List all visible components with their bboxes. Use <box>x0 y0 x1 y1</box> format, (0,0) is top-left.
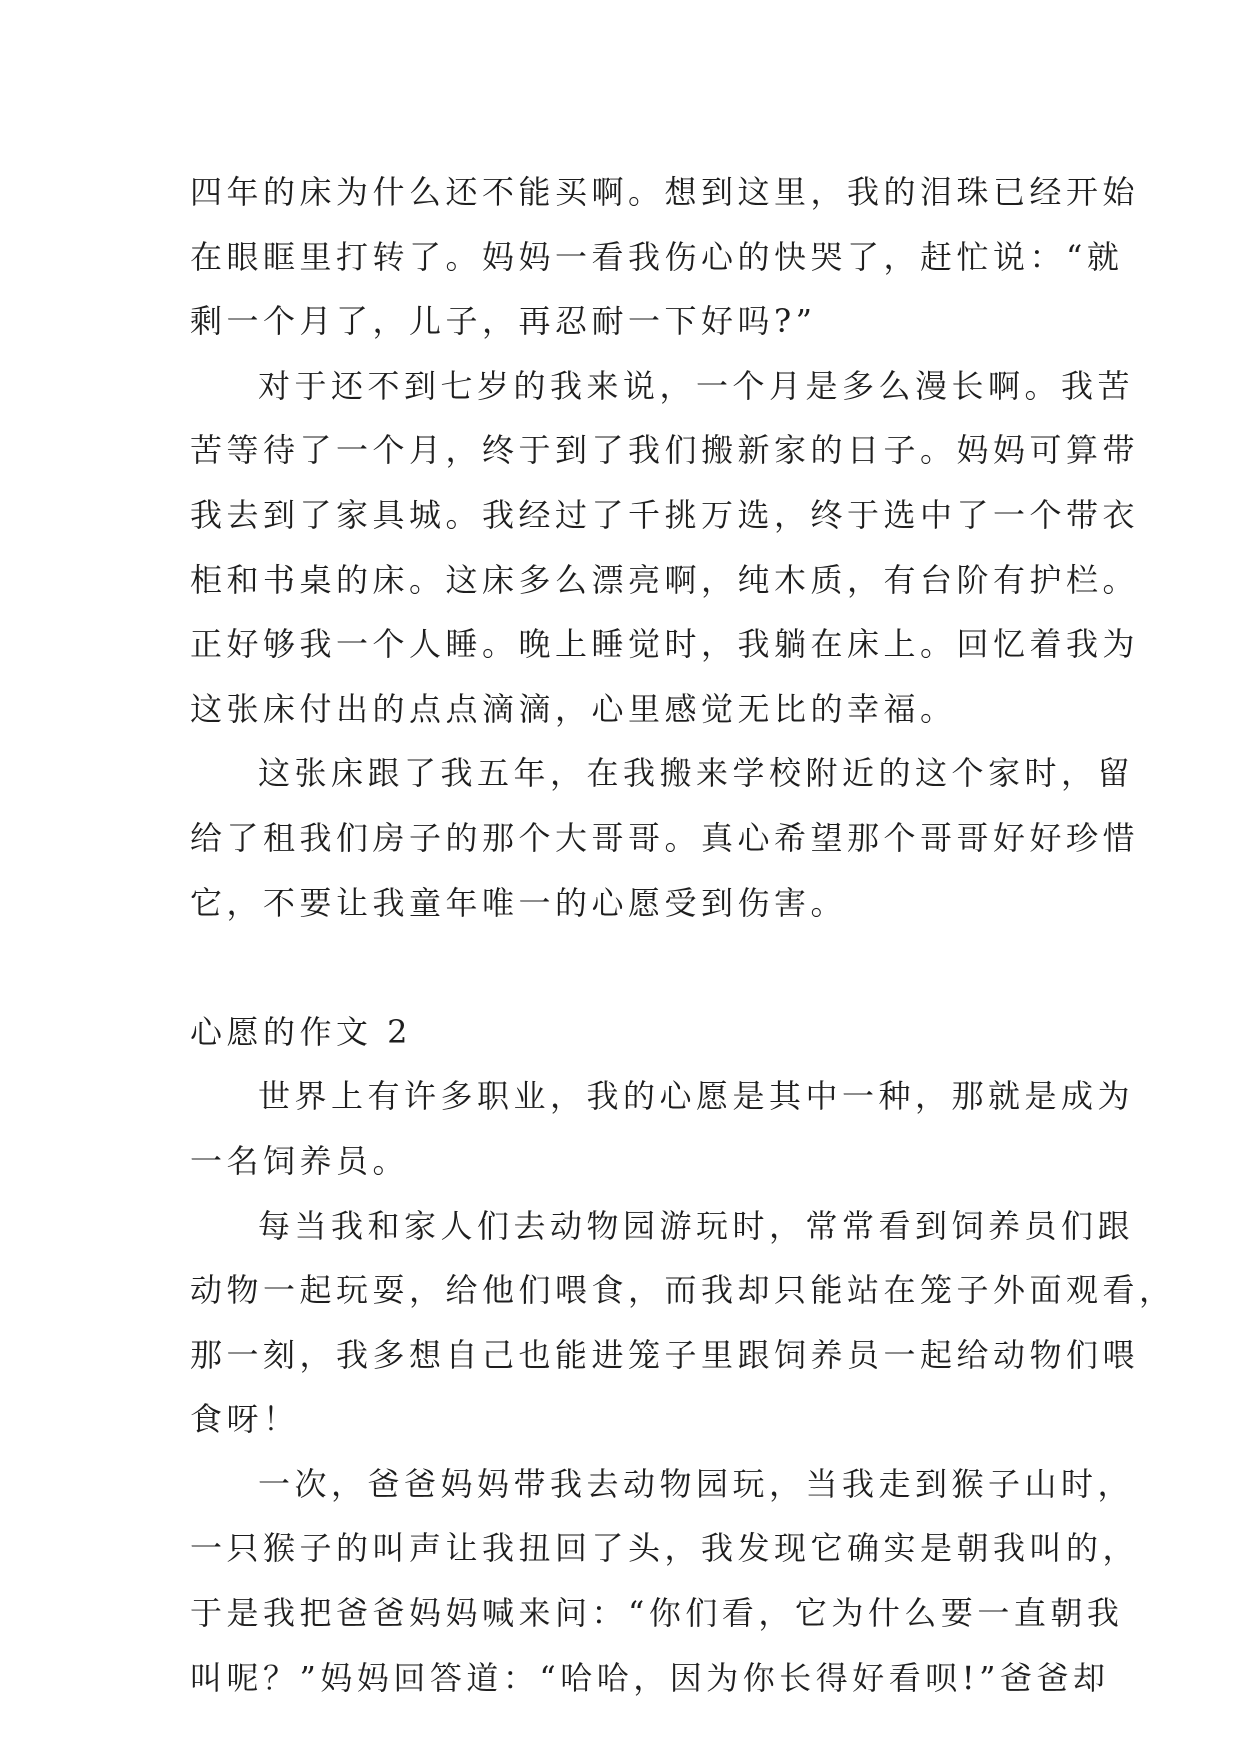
text-line: 给了租我们房子的那个大哥哥。真心希望那个哥哥好好珍惜 <box>190 818 1140 857</box>
text-line: 叫呢？”妈妈回答道：“哈哈，因为你长得好看呗!”爸爸却 <box>190 1658 1110 1697</box>
paragraph <box>190 741 1140 935</box>
text-line: 剩一个月了，儿子，再忍耐一下好吗?” <box>190 302 817 341</box>
text-line: 食呀！ <box>190 1400 300 1439</box>
text-line: 动物一起玩耍，给他们喂食，而我却只能站在笼子外面观看， <box>190 1271 1176 1310</box>
text-line: 这张床付出的点点滴滴，心里感觉无比的幸福。 <box>190 689 957 728</box>
paragraph <box>190 1194 1176 1452</box>
blank-line <box>190 935 1070 1000</box>
paragraph <box>190 354 1140 742</box>
text-line: 世界上有许多职业，我的心愿是其中一种，那就是成为 <box>258 1077 1135 1116</box>
text-line: 那一刻，我多想自己也能进笼子里跟饲养员一起给动物们喂 <box>190 1335 1140 1374</box>
text-line: 对于还不到七岁的我来说，一个月是多么漫长啊。我苦 <box>258 366 1135 405</box>
paragraph <box>190 1452 1140 1710</box>
paragraph <box>190 160 1140 354</box>
text-line: 四年的床为什么还不能买啊。想到这里，我的泪珠已经开始 <box>190 173 1140 211</box>
text-line: 一次，爸爸妈妈带我去动物园玩，当我走到猴子山时， <box>258 1464 1135 1503</box>
section-title: 心愿的作文 2 <box>190 1012 413 1051</box>
text-line: 一只猴子的叫声让我扭回了头，我发现它确实是朝我叫的， <box>190 1529 1140 1568</box>
text-line: 每当我和家人们去动物园游玩时，常常看到饲养员们跟 <box>258 1206 1135 1245</box>
paragraph <box>190 1064 1135 1193</box>
text-line: 于是我把爸爸妈妈喊来问：“你们看，它为什么要一直朝我 <box>190 1594 1124 1633</box>
text-line: 我去到了家具城。我经过了千挑万选，终于选中了一个带衣 <box>190 495 1140 534</box>
essay-text <box>190 160 1176 1710</box>
text-line: 苦等待了一个月，终于到了我们搬新家的日子。妈妈可算带 <box>190 431 1140 470</box>
text-line: 它，不要让我童年唯一的心愿受到伤害。 <box>190 883 848 922</box>
text-line: 正好够我一个人睡。晚上睡觉时，我躺在床上。回忆着我为 <box>190 625 1140 664</box>
text-line: 柜和书桌的床。这床多么漂亮啊，纯木质，有台阶有护栏。 <box>190 560 1140 599</box>
text-line: 在眼眶里打转了。妈妈一看我伤心的快哭了，赶忙说：“就 <box>190 237 1124 276</box>
text-line: 这张床跟了我五年，在我搬来学校附近的这个家时，留 <box>258 754 1135 793</box>
text-line: 一名饲养员。 <box>190 1141 410 1180</box>
